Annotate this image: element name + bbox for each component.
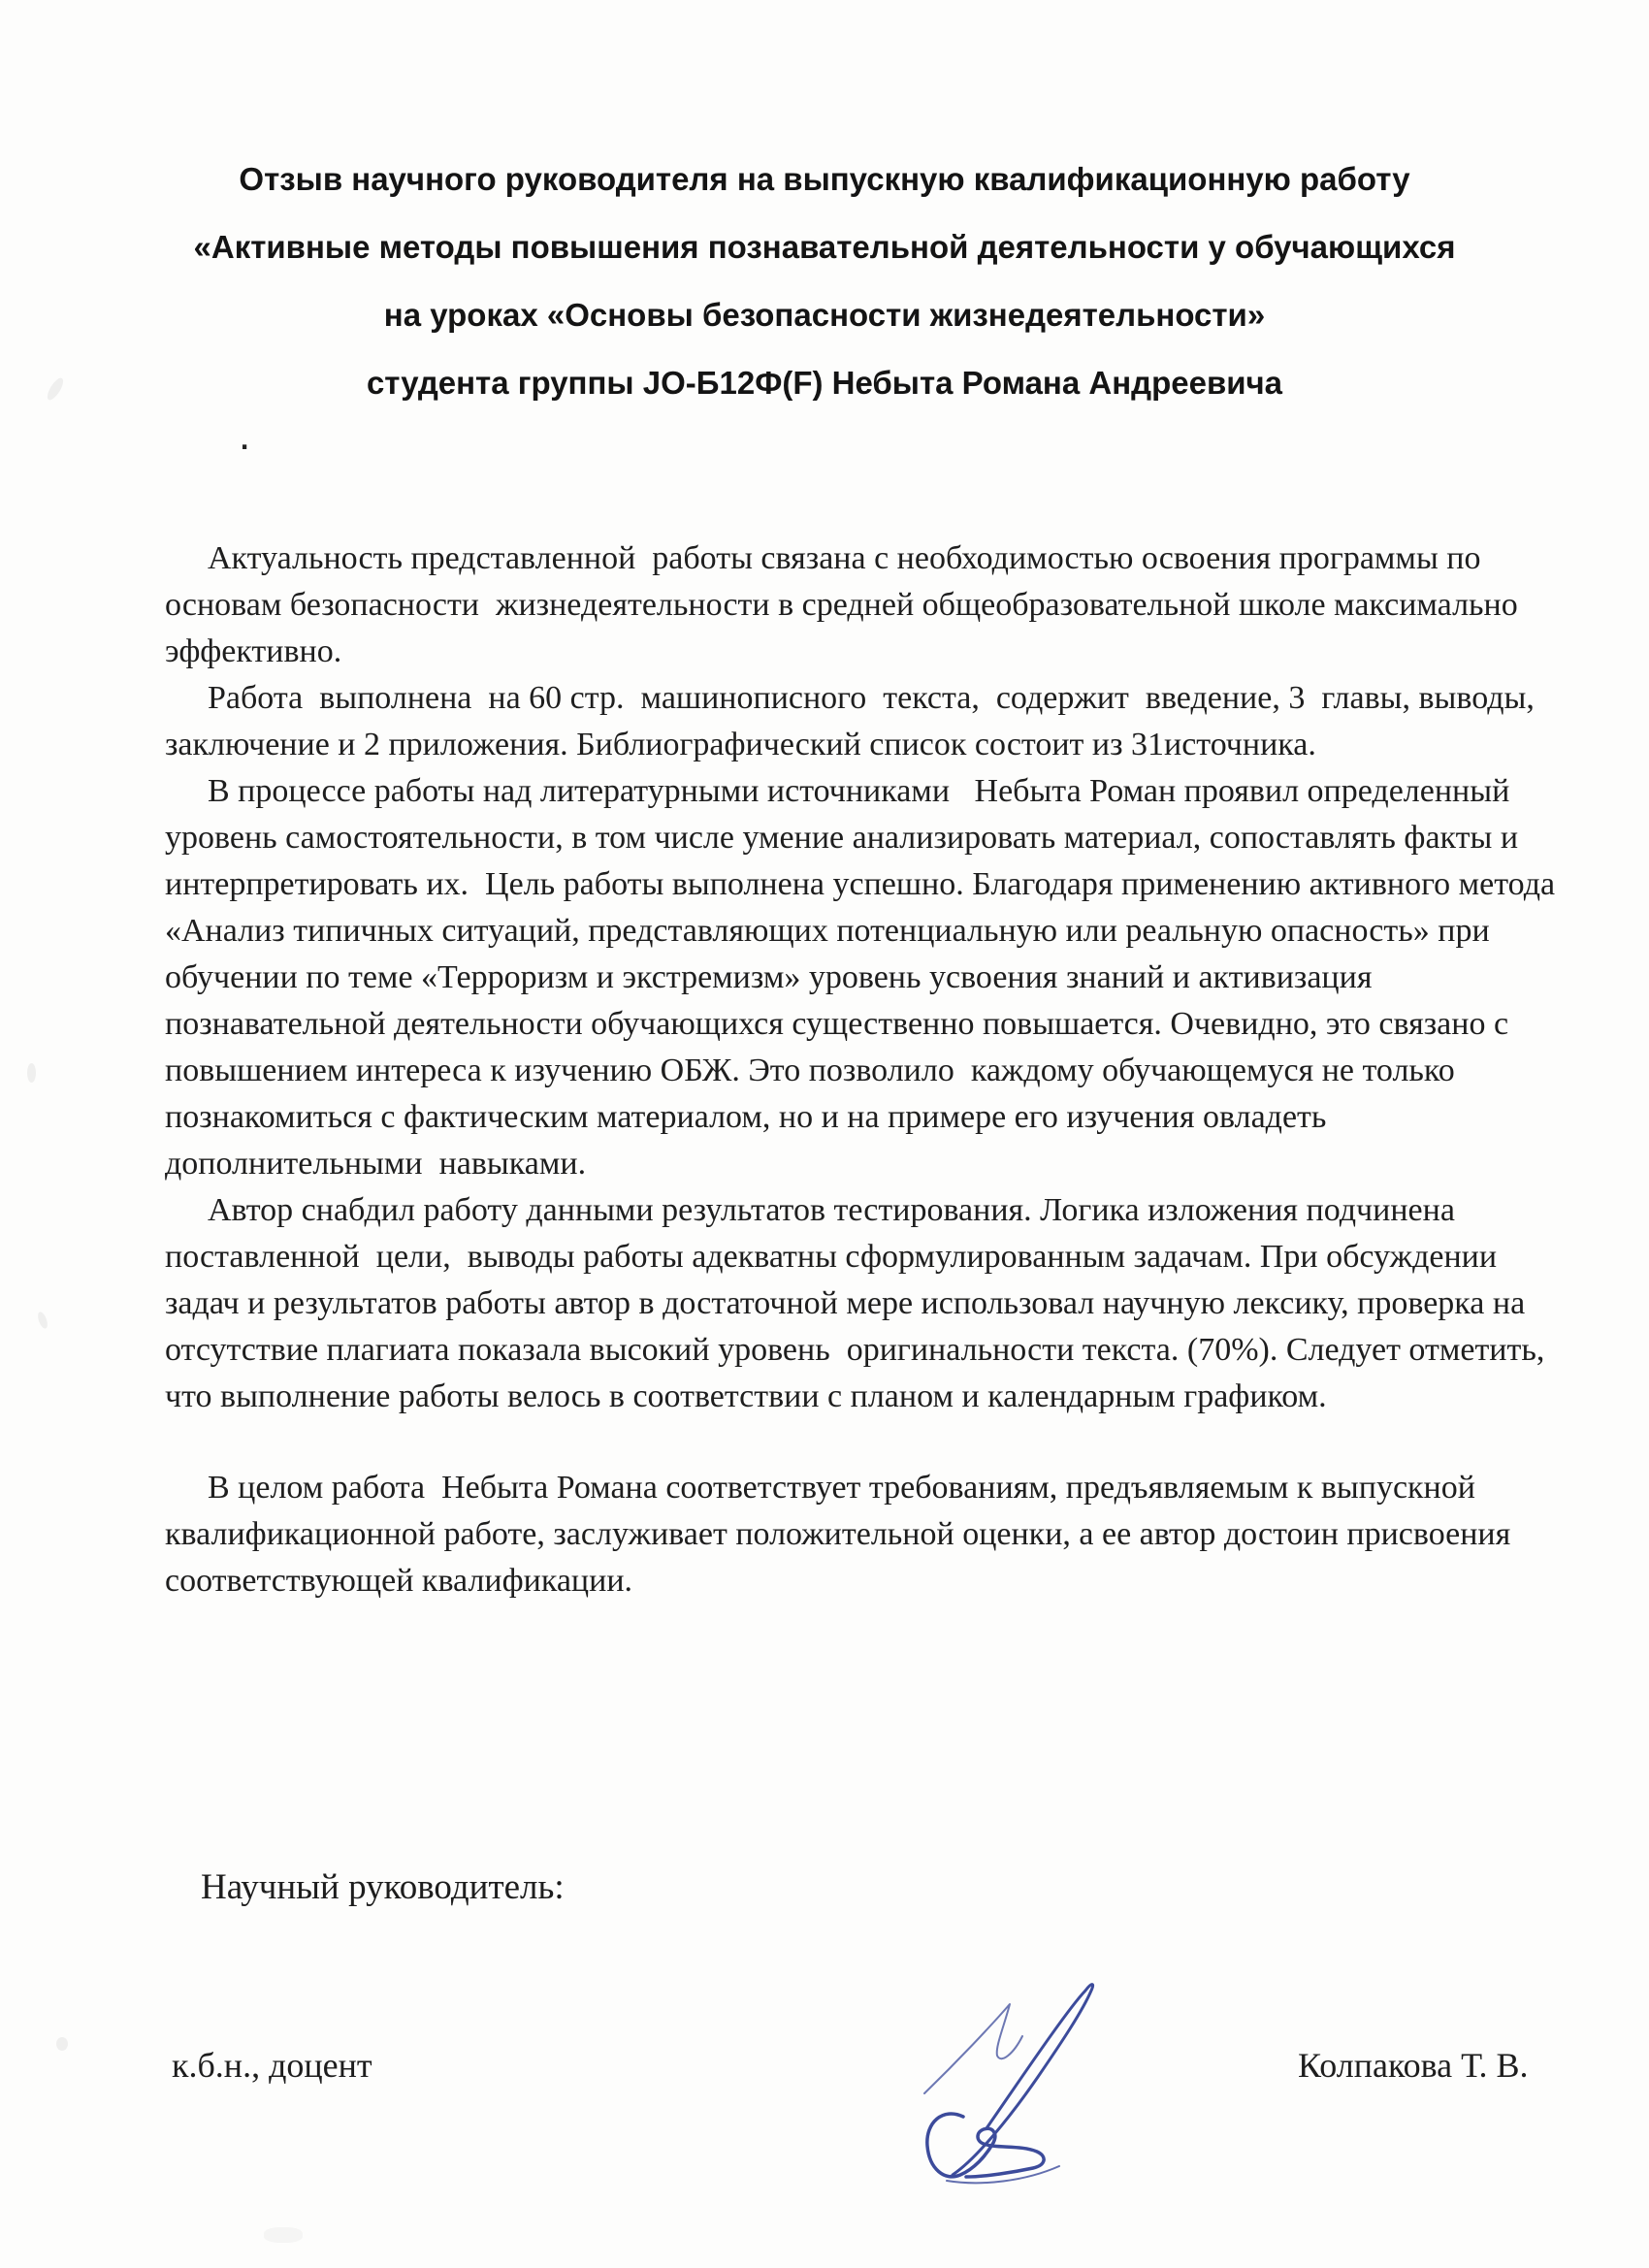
scan-artifact xyxy=(56,2037,68,2051)
paragraph: В целом работа Небыта Романа соответствует требованиям, предъявляемым к выпускной квалификационной работе, заслуживает положительной оценки, а ее автор достоин присвоения соответствующей квалификации. xyxy=(165,1470,1519,1599)
title-line: на уроках «Основы безопасности жизнедеятельности» xyxy=(383,297,1266,333)
paragraph: Актуальность представленной работы связана с необходимостью освоения программы по основам безопасности жизнедеятельности в средней общеобразовательной школе максимально эффективно. xyxy=(165,540,1527,669)
signature-stroke xyxy=(953,1985,1093,2175)
signature-stroke xyxy=(924,2004,1022,2093)
scan-artifact xyxy=(27,1063,36,1083)
scan-artifact xyxy=(264,2227,303,2243)
title-line: студента группы JО-Б12Ф(F) Небыта Романа Андреевича xyxy=(366,365,1283,401)
title-line: Отзыв научного руководителя на выпускную квалификационную работу xyxy=(239,161,1410,197)
handwritten-signature xyxy=(871,1936,1143,2227)
scan-artifact xyxy=(45,375,66,402)
paragraph: Автор снабдил работу данными результатов тестирования. Логика изложения подчинена поставленной цели, выводы работы адекватны сформулированным задачам. При обсуждении задач и результатов работы автор в достаточной мере использовал научную лексику, проверка на отсутствие плагиата показала высокий уровень оригинальности текста. (70%). Следует отметить, что выполнение работы велось в соответствии с планом и календарным графиком. xyxy=(165,1192,1553,1414)
paragraph: В процессе работы над литературными источниками Небыта Роман проявил определенный уровень самостоятельности, в том числе умение анализировать материал, сопоставлять факты и интерпретировать их. Цель работы выполнена успешно. Благодаря применению активного метода «Анализ типичных ситуаций, представляющих потенциальную или реальную опасность» при обучении по теме «Терроризм и экстремизм» уровень усвоения знаний и активизация познавательной деятельности обучающихся существенно повышается. Очевидно, это связано с повышением интереса к изучению ОБЖ. Это позволило каждому обучающемуся не только познакомиться с фактическим материалом, но и на примере его изучения овладеть дополнительными навыками. xyxy=(165,773,1564,1182)
supervisor-label: Научный руководитель: xyxy=(201,1867,565,1907)
document-title xyxy=(126,146,1523,417)
scan-artifact xyxy=(36,1311,49,1330)
paragraph: Работа выполнена на 60 стр. машинописного текста, содержит введение, 3 главы, выводы, заключение и 2 приложения. Библиографический список состоит из 31источника. xyxy=(165,680,1543,762)
stray-period: . xyxy=(239,411,251,459)
title-line: «Активные методы повышения познавательной деятельности у обучающихся xyxy=(193,229,1456,265)
signature-stroke xyxy=(927,2114,1044,2177)
signer-degree: к.б.н., доцент xyxy=(172,2046,372,2085)
signer-name: Колпакова Т. В. xyxy=(1298,2046,1529,2085)
review-body xyxy=(165,535,1564,1604)
